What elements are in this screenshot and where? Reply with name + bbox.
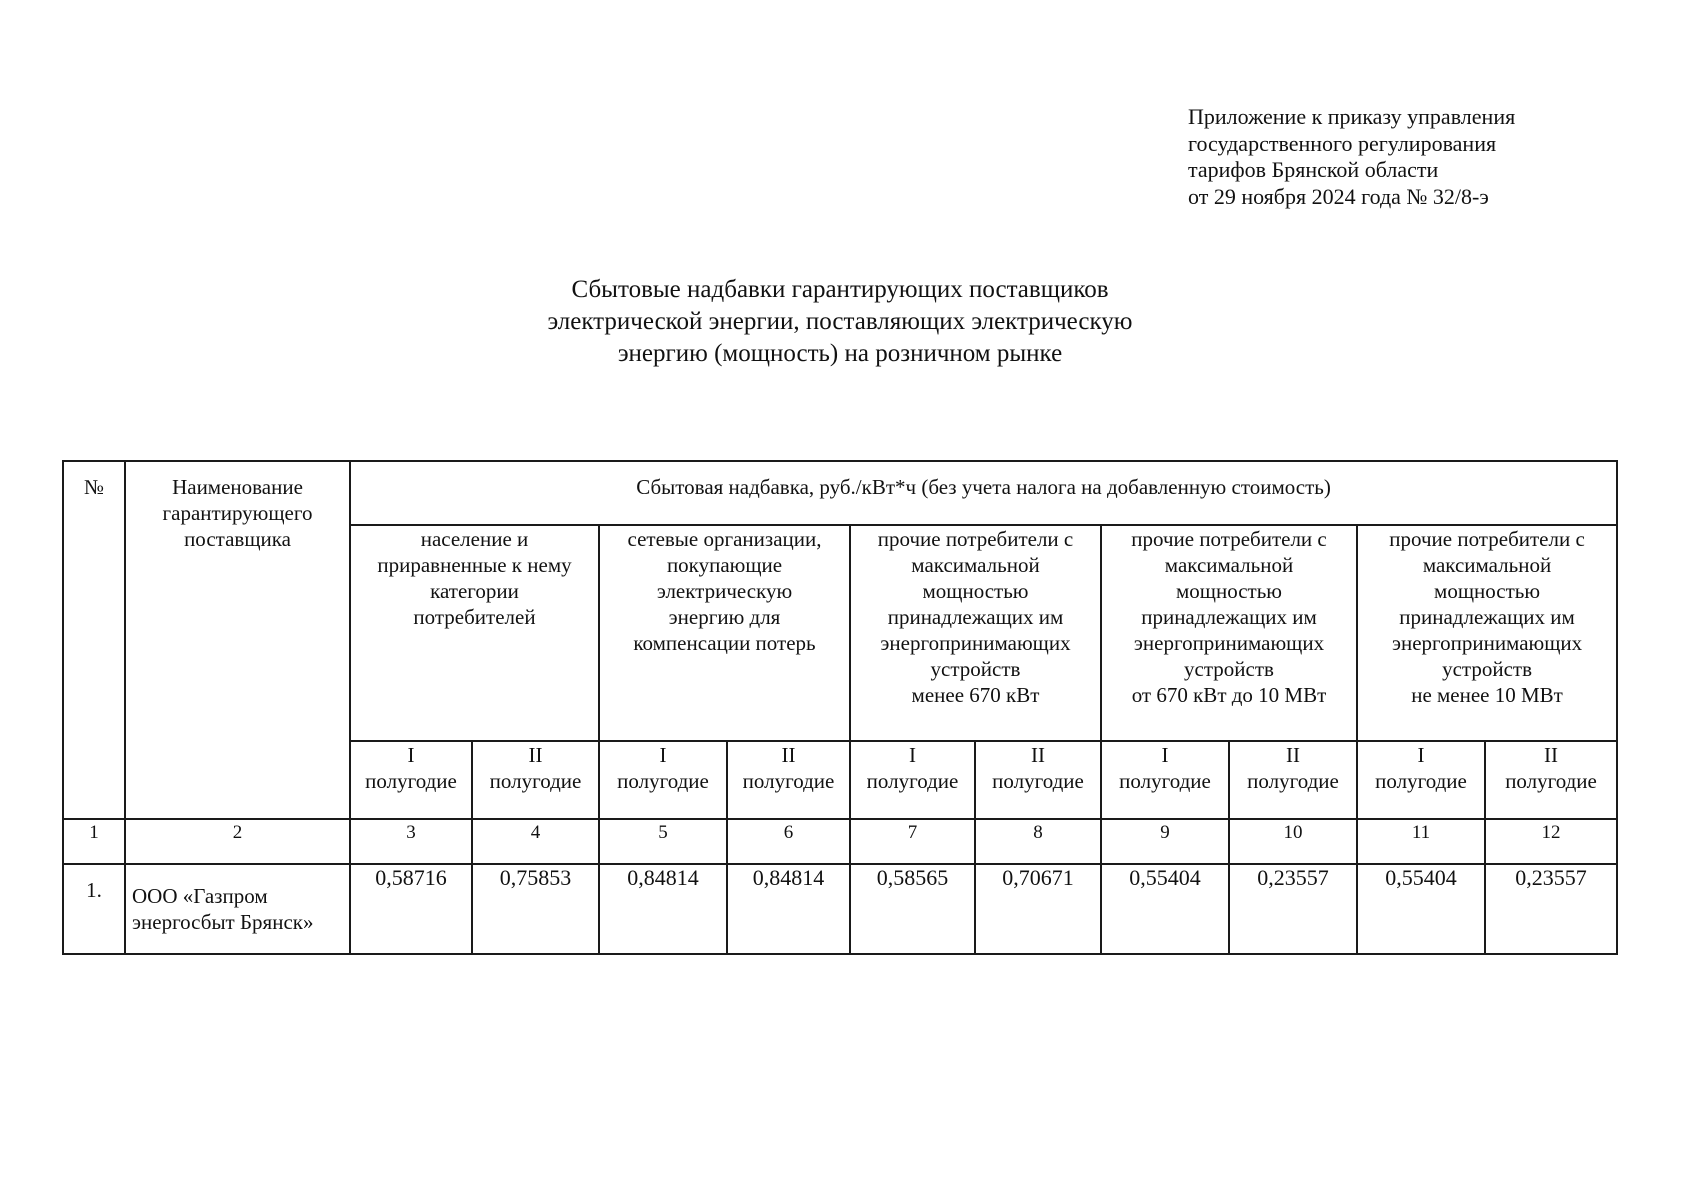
category-line: приравненные к нему xyxy=(377,553,572,577)
category-line: не менее 10 МВт xyxy=(1411,683,1563,707)
category-line: покупающие xyxy=(666,553,783,577)
half-year-roman: I xyxy=(407,743,415,767)
category-line: устройств xyxy=(930,657,1021,681)
markup-value: 0,70671 xyxy=(975,864,1101,954)
category-line: компенсации потерь xyxy=(633,631,816,655)
document-title xyxy=(420,274,1260,370)
half-year-roman: II xyxy=(1286,743,1300,767)
header-no: № xyxy=(63,461,125,819)
half-year-header xyxy=(472,741,599,819)
column-number: 7 xyxy=(850,819,975,864)
appendix-note xyxy=(1188,104,1515,210)
category-line: прочие потребители с xyxy=(1389,527,1585,551)
category-line: категории xyxy=(430,579,519,603)
markup-value: 0,55404 xyxy=(1357,864,1485,954)
column-number: 9 xyxy=(1101,819,1229,864)
header-markup-group: Сбытовая надбавка, руб./кВт*ч (без учета налога на добавленную стоимость) xyxy=(350,461,1617,525)
category-line: принадлежащих им xyxy=(1141,605,1317,629)
markup-value: 0,84814 xyxy=(599,864,727,954)
header-name-line: гарантирующего xyxy=(162,501,313,525)
column-number: 6 xyxy=(727,819,850,864)
title-line: энергию (мощность) на розничном рынке xyxy=(617,340,1063,367)
table-row xyxy=(63,864,1617,954)
category-line: энергопринимающих xyxy=(1391,631,1583,655)
category-line: принадлежащих им xyxy=(1399,605,1575,629)
header-name-line: поставщика xyxy=(184,527,291,551)
markup-value: 0,58716 xyxy=(350,864,472,954)
markup-value: 0,75853 xyxy=(472,864,599,954)
half-year-word: полугодие xyxy=(1505,769,1597,793)
category-670kw-to-10mw xyxy=(1101,525,1357,741)
category-line: энергопринимающих xyxy=(1133,631,1325,655)
column-number: 11 xyxy=(1357,819,1485,864)
half-year-word: полугодие xyxy=(742,769,835,793)
category-line: прочие потребители с xyxy=(877,527,1074,551)
half-year-header xyxy=(850,741,975,819)
column-number: 10 xyxy=(1229,819,1357,864)
half-year-header xyxy=(1357,741,1485,819)
supplier-name-line: ООО «Газпром xyxy=(132,884,268,908)
half-year-header xyxy=(975,741,1101,819)
half-year-header xyxy=(350,741,472,819)
category-over-10mw xyxy=(1357,525,1617,741)
category-line: население и xyxy=(420,527,529,551)
half-year-word: полугодие xyxy=(866,769,959,793)
appendix-line: Приложение к приказу управления xyxy=(1188,104,1516,129)
half-year-roman: I xyxy=(1417,743,1425,767)
category-line: потребителей xyxy=(413,605,536,629)
category-line: максимальной xyxy=(911,553,1040,577)
category-under-670kw xyxy=(850,525,1101,741)
half-year-word: полугодие xyxy=(992,769,1084,793)
half-year-roman: I xyxy=(659,743,667,767)
row-index: 1. xyxy=(63,864,125,954)
category-population xyxy=(350,525,599,741)
half-year-word: полугодие xyxy=(1375,769,1467,793)
half-year-roman: I xyxy=(1161,743,1169,767)
category-line: максимальной xyxy=(1164,553,1294,577)
title-line: Сбытовые надбавки гарантирующих поставщиков xyxy=(571,276,1109,303)
half-year-header xyxy=(1229,741,1357,819)
column-number: 8 xyxy=(975,819,1101,864)
half-year-word: полугодие xyxy=(1247,769,1339,793)
category-line: электрическую xyxy=(656,579,793,603)
markup-value: 0,55404 xyxy=(1101,864,1229,954)
category-line: мощностью xyxy=(1434,579,1541,603)
category-line: максимальной xyxy=(1422,553,1552,577)
column-number: 4 xyxy=(472,819,599,864)
category-line: энергию для xyxy=(668,605,781,629)
supplier-name xyxy=(125,864,350,954)
column-number: 3 xyxy=(350,819,472,864)
appendix-line: государственного регулирования xyxy=(1188,130,1497,156)
tariff-table xyxy=(62,460,1618,955)
half-year-word: полугодие xyxy=(365,769,457,793)
markup-value: 0,84814 xyxy=(727,864,850,954)
column-number: 12 xyxy=(1485,819,1617,864)
category-line: мощностью xyxy=(922,579,1029,603)
category-line: устройств xyxy=(1184,657,1274,681)
category-line: от 670 кВт до 10 МВт xyxy=(1131,683,1327,707)
column-number: 5 xyxy=(599,819,727,864)
column-number: 2 xyxy=(125,819,350,864)
half-year-header xyxy=(599,741,727,819)
header-supplier-name xyxy=(125,461,350,819)
category-line: принадлежащих им xyxy=(887,605,1064,629)
half-year-roman: II xyxy=(1031,743,1045,767)
title-line: электрической энергии, поставляющих электрическую xyxy=(547,308,1133,335)
supplier-name-line: энергосбыт Брянск» xyxy=(132,910,314,934)
half-year-header xyxy=(1101,741,1229,819)
column-number-row xyxy=(63,819,1617,864)
half-year-roman: II xyxy=(1544,743,1559,767)
category-line: мощностью xyxy=(1176,579,1282,603)
header-name-line: Наименование xyxy=(172,475,303,499)
half-year-word: полугодие xyxy=(1119,769,1211,793)
appendix-line: тарифов Брянской области xyxy=(1188,157,1439,182)
half-year-word: полугодие xyxy=(489,769,582,793)
markup-value: 0,23557 xyxy=(1229,864,1357,954)
half-year-roman: II xyxy=(781,743,796,767)
markup-value: 0,58565 xyxy=(850,864,975,954)
category-line: энергопринимающих xyxy=(880,631,1071,655)
half-year-roman: II xyxy=(528,743,543,767)
markup-value: 0,23557 xyxy=(1485,864,1617,954)
half-year-roman: I xyxy=(909,743,916,767)
category-line: сетевые организации, xyxy=(627,527,822,551)
half-year-word: полугодие xyxy=(617,769,709,793)
column-number: 1 xyxy=(63,819,125,864)
half-year-header xyxy=(727,741,850,819)
appendix-line: от 29 ноября 2024 года № 32/8-э xyxy=(1188,183,1489,209)
category-line: прочие потребители с xyxy=(1131,527,1327,551)
category-line: устройств xyxy=(1442,657,1532,681)
half-year-header xyxy=(1485,741,1617,819)
category-line: менее 670 кВт xyxy=(911,683,1040,707)
category-grid-organizations xyxy=(599,525,850,741)
header-row-group xyxy=(63,461,1617,525)
